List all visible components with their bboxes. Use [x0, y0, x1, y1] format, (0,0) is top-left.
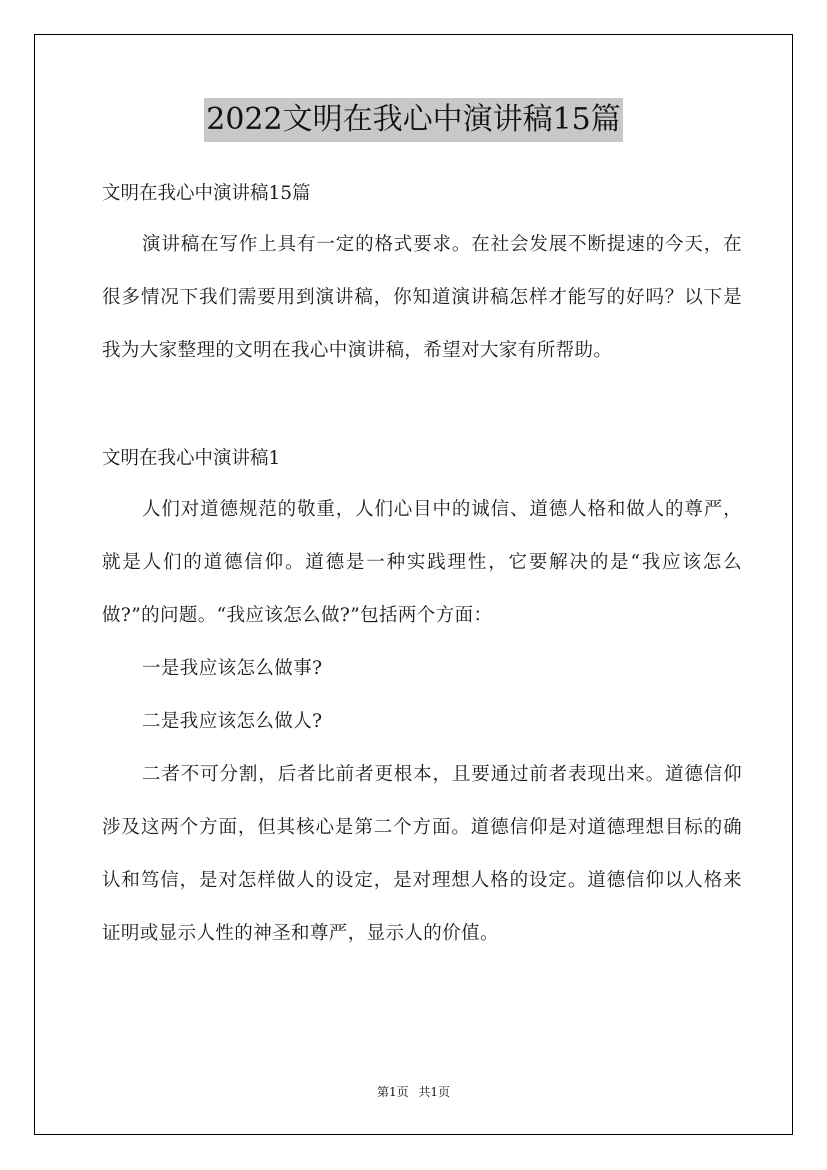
page-footer — [0, 1083, 827, 1100]
body-paragraph: 二是我应该怎么做人? — [142, 711, 323, 732]
document-body — [102, 170, 742, 960]
document-subtitle: 文明在我心中演讲稿15篇 — [102, 183, 311, 204]
title-container — [0, 98, 827, 142]
section-heading: 文明在我心中演讲稿1 — [102, 448, 281, 469]
body-paragraph: 二者不可分割，后者比前者更根本，且要通过前者表现出来。道德信仰涉及这两个方面，但其核心是第二个方面。道德信仰是对道德理想目标的确认和笃信，是对怎样做人的设定，是对理想人格的设定。道德信仰以人格来证明或显示人性的神圣和尊严，显示人的价值。 — [102, 764, 742, 944]
section-spacer — [102, 377, 742, 435]
document-title: 2022文明在我心中演讲稿15篇 — [204, 98, 623, 142]
body-paragraph: 人们对道德规范的敬重，人们心目中的诚信、道德人格和做人的尊严，就是人们的道德信仰。道德是一种实践理性，它要解决的是“我应该怎么做?”的问题。“我应该怎么做?”包括两个方面： — [102, 499, 742, 626]
intro-paragraph: 演讲稿在写作上具有一定的格式要求。在社会发展不断提速的今天，在很多情况下我们需要用到演讲稿，你知道演讲稿怎样才能写的好吗？以下是我为大家整理的文明在我心中演讲稿，希望对大家有所帮助。 — [102, 234, 742, 361]
page-number-total: 共1页 — [418, 1085, 451, 1099]
page-number-current: 第1页 — [376, 1085, 409, 1099]
body-paragraph: 一是我应该怎么做事? — [142, 658, 323, 679]
